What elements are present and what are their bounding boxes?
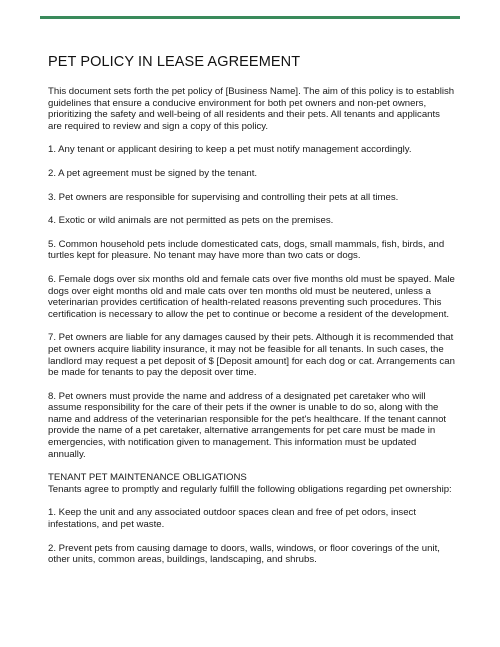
- document-title: PET POLICY IN LEASE AGREEMENT: [48, 54, 301, 70]
- policy-item-8: 8. Pet owners must provide the name and address of a designated pet caretaker who will assume responsibility for the care of their pets if the owner is unable to do so, along with the name and address of the veterinarian responsible for the pet's healthcare. If the tenant cannot provide the name of a pet caretaker, alternative arrangements for pet care must be made in emergencies, with notification given to management. This information must be updated annually.: [48, 390, 447, 460]
- policy-item-1: 1. Any tenant or applicant desiring to keep a pet must notify management accordingly.: [48, 144, 412, 156]
- maintenance-section-intro: Tenants agree to promptly and regularly fulfill the following obligations regarding pet ownership:: [48, 483, 452, 495]
- maintenance-item-1: 1. Keep the unit and any associated outdoor spaces clean and free of pet odors, insect infestations, and pet waste.: [48, 507, 417, 531]
- header-divider-line: [40, 16, 460, 19]
- policy-item-6: 6. Female dogs over six months old and female cats over five months old must be spayed. Male dogs over eight months old and male cats over ten months old must be neutered, unless a veterinarian provides certification of health-related reasons preventing such procedures. This certification is necessary to allow the pet to continue or become a resident of the development.: [48, 273, 455, 320]
- intro-paragraph: This document sets forth the pet policy of [Business Name]. The aim of this policy is to establish guidelines that ensure a conducive environment for both pet owners and non-pet owners, prioritizing the safety and well-being of all residents and their pets. All tenants and applicants are required to review and sign a copy of this policy.: [48, 86, 455, 132]
- document-body: [48, 54, 456, 578]
- policy-item-7: 7. Pet owners are liable for any damages caused by their pets. Although it is recommended that pet owners acquire liability insurance, it may not be feasible for all tenants. In such cases, the landlord may request a pet deposit of $ [Deposit amount] for each dog or cat. Arrangements can be made for tenants to pay the deposit over time.: [48, 332, 455, 379]
- policy-item-4: 4. Exotic or wild animals are not permitted as pets on the premises.: [48, 215, 334, 227]
- policy-item-5: 5. Common household pets include domesticated cats, dogs, small mammals, fish, birds, and turtles kept for pleasure. No tenant may have more than two cats or dogs.: [48, 238, 445, 262]
- maintenance-item-2: 2. Prevent pets from causing damage to doors, walls, windows, or floor coverings of the unit, other units, common areas, buildings, landscaping, and shrubs.: [48, 542, 440, 566]
- maintenance-section-heading: TENANT PET MAINTENANCE OBLIGATIONS: [48, 472, 247, 484]
- policy-item-3: 3. Pet owners are responsible for supervising and controlling their pets at all times.: [48, 191, 399, 203]
- policy-item-2: 2. A pet agreement must be signed by the tenant.: [48, 167, 258, 179]
